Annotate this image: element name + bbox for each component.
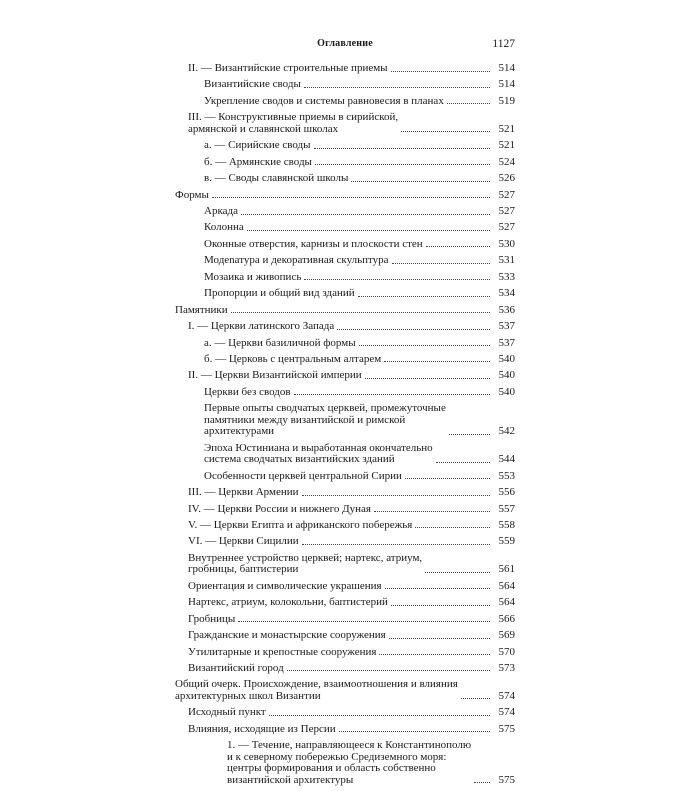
toc-entry <box>175 79 515 91</box>
toc-entry-page: 575 <box>498 773 515 786</box>
toc-entry <box>175 403 515 438</box>
toc-entry-page: 540 <box>498 352 515 365</box>
toc-entry <box>175 63 515 75</box>
dot-leader <box>385 588 490 589</box>
toc-entry <box>175 471 515 483</box>
toc-entry-title: III. — Конструктивные приемы в сирийской, армянской и славянской школах <box>188 111 399 135</box>
dot-leader <box>474 782 490 783</box>
toc-entry-page: 540 <box>498 369 515 382</box>
running-page-number: 1127 <box>492 38 515 50</box>
dot-leader <box>389 638 490 639</box>
toc-entry-title: Эпоха Юстиниана и выработанная окончательно система сводчатых византийских зданий <box>204 441 433 466</box>
toc-entry <box>175 222 515 234</box>
toc-entry <box>175 630 515 642</box>
toc-entry <box>175 487 515 499</box>
toc-entry <box>175 597 515 609</box>
toc-entry-page: 527 <box>498 221 515 234</box>
dot-leader <box>365 378 490 379</box>
toc-entry-page: 558 <box>498 518 515 531</box>
toc-entry-title: в. — Своды славянской школы <box>204 172 349 185</box>
dot-leader <box>415 527 490 528</box>
dot-leader <box>269 715 490 716</box>
toc-entry <box>175 443 515 466</box>
toc-entry-title: Внутреннее устройство церквей; нартекс, атриум, гробницы, баптистерии <box>188 551 423 576</box>
dot-leader <box>461 698 490 699</box>
dot-leader <box>401 131 490 132</box>
toc-entry-page: 514 <box>498 78 515 91</box>
toc-entry-page: 544 <box>498 453 515 466</box>
running-head-title: Оглавление <box>317 38 373 49</box>
toc-entry-page: 570 <box>498 645 515 658</box>
toc-entry <box>175 707 515 719</box>
toc-entry-title: Особенности церквей центральной Сирии <box>204 469 402 482</box>
toc-entry-page: 561 <box>498 563 515 576</box>
toc-entry-page: 553 <box>498 469 515 482</box>
dot-leader <box>241 214 490 215</box>
toc-entry-title: Пропорции и общий вид зданий <box>204 287 355 300</box>
table-of-contents <box>175 63 515 791</box>
toc-entry-page: 536 <box>498 303 515 316</box>
toc-entry <box>175 536 515 548</box>
dot-leader <box>339 731 490 732</box>
toc-entry-title: Аркада <box>204 205 238 217</box>
toc-entry-page: 573 <box>498 661 515 674</box>
toc-entry-page: 575 <box>498 722 515 735</box>
dot-leader <box>426 246 490 247</box>
toc-entry-page: 574 <box>498 706 515 719</box>
toc-entry <box>175 206 515 218</box>
toc-entry <box>175 354 515 366</box>
toc-entry <box>175 740 515 786</box>
toc-entry <box>175 724 515 736</box>
toc-entry <box>175 112 515 135</box>
toc-entry-page: 524 <box>498 155 515 168</box>
toc-entry <box>175 96 515 108</box>
toc-entry-title: Влияния, исходящие из Персии <box>188 722 336 735</box>
running-header <box>175 38 515 54</box>
toc-entry-page: 533 <box>498 270 515 283</box>
toc-entry <box>175 614 515 626</box>
dot-leader <box>405 478 490 479</box>
dot-leader <box>231 312 490 313</box>
toc-entry-title: Памятники <box>175 303 228 316</box>
toc-entry-title: Гражданские и монастырские сооружения <box>188 629 386 642</box>
toc-entry-title: V. — Церкви Египта и африканского побережья <box>188 518 413 531</box>
toc-entry <box>175 520 515 532</box>
dot-leader <box>384 361 490 362</box>
toc-entry <box>175 504 515 516</box>
dot-leader <box>302 544 490 545</box>
toc-entry-page: 519 <box>498 94 515 107</box>
toc-entry-title: Первые опыты сводчатых церквей, промежуточные памятники между византийской и римской архитектурами <box>204 402 446 438</box>
toc-entry-title: I. — Церкви латинского Запада <box>188 320 335 333</box>
toc-entry <box>175 255 515 267</box>
toc-entry-page: 564 <box>498 596 515 609</box>
toc-entry-title: 1. — Течение, направляющееся к Константинополю и к северному побережью Средиземного моря: центры формирования и область собственно византийской архитектуры <box>227 739 472 786</box>
toc-entry-page: 527 <box>498 205 515 217</box>
toc-entry-title: Утилитарные и крепостные сооружения <box>188 645 377 658</box>
toc-entry <box>175 239 515 251</box>
dot-leader <box>359 345 490 346</box>
dot-leader <box>294 394 490 395</box>
toc-entry-title: III. — Церкви Армении <box>188 486 299 499</box>
toc-entry <box>175 305 515 317</box>
toc-entry-title: Ориентация и символические украшения <box>188 579 382 592</box>
toc-entry-title: VI. — Церкви Сицилии <box>188 535 299 548</box>
toc-entry <box>175 553 515 576</box>
toc-entry-page: 564 <box>498 579 515 592</box>
toc-entry-title: б. — Армянские своды <box>204 155 312 168</box>
toc-entry <box>175 272 515 284</box>
dot-leader <box>392 263 490 264</box>
toc-entry-page: 526 <box>498 172 515 185</box>
dot-leader <box>238 621 490 622</box>
toc-entry-page: 534 <box>498 287 515 300</box>
toc-entry-title: Византийский город <box>188 661 284 674</box>
toc-entry-page: 557 <box>498 502 515 515</box>
toc-entry-title: Формы <box>175 188 209 201</box>
toc-entry <box>175 581 515 593</box>
dot-leader <box>358 296 490 297</box>
dot-leader <box>212 197 490 198</box>
dot-leader <box>247 230 490 231</box>
toc-entry-page: 514 <box>498 62 515 74</box>
toc-entry-title: а. — Сирийские своды <box>204 139 311 152</box>
dot-leader <box>379 654 490 655</box>
toc-entry-page: 521 <box>498 122 515 135</box>
dot-leader <box>314 148 490 149</box>
toc-entry-title: II. — Византийские строительные приемы <box>188 62 388 74</box>
dot-leader <box>447 103 490 104</box>
dot-leader <box>391 71 490 72</box>
dot-leader <box>302 495 490 496</box>
dot-leader <box>374 511 490 512</box>
toc-entry-title: Византийские своды <box>204 78 301 91</box>
toc-entry-title: а. — Церкви базиличной формы <box>204 336 356 349</box>
dot-leader <box>315 164 490 165</box>
toc-entry <box>175 647 515 659</box>
toc-entry <box>175 157 515 169</box>
toc-entry-page: 527 <box>498 188 515 201</box>
toc-entry-title: Оконные отверстия, карнизы и плоскости стен <box>204 237 423 250</box>
dot-leader <box>449 434 490 435</box>
toc-entry-page: 521 <box>498 139 515 152</box>
toc-entry <box>175 140 515 152</box>
toc-entry-page: 566 <box>498 612 515 625</box>
toc-entry-page: 531 <box>498 254 515 267</box>
dot-leader <box>436 462 490 463</box>
toc-entry-title: Исходный пункт <box>188 706 266 719</box>
dot-leader <box>337 329 490 330</box>
toc-entry-page: 540 <box>498 385 515 398</box>
toc-entry-title: Колонна <box>204 221 244 234</box>
dot-leader <box>425 572 490 573</box>
dot-leader <box>304 87 490 88</box>
dot-leader <box>304 279 490 280</box>
toc-entry <box>175 321 515 333</box>
toc-entry-title: II. — Церкви Византийской империи <box>188 369 362 382</box>
toc-entry-page: 530 <box>498 237 515 250</box>
toc-entry <box>175 173 515 185</box>
toc-entry-title: IV. — Церкви России и нижнего Дуная <box>188 502 371 515</box>
toc-entry-page: 537 <box>498 320 515 333</box>
toc-entry-title: Нартекс, атриум, колокольни, баптистерий <box>188 596 388 609</box>
toc-entry <box>175 370 515 382</box>
toc-entry-title: Гробницы <box>188 612 236 625</box>
dot-leader <box>287 670 490 671</box>
toc-entry-page: 542 <box>498 425 515 438</box>
toc-entry-title: Общий очерк. Происхождение, взаимоотношения и влияния архитектурных школ Византии <box>175 678 458 702</box>
toc-entry-page: 569 <box>498 629 515 642</box>
toc-entry-page: 537 <box>498 336 515 349</box>
toc-entry <box>175 387 515 399</box>
toc-entry <box>175 338 515 350</box>
toc-entry <box>175 288 515 300</box>
dot-leader <box>391 605 490 606</box>
toc-entry-title: б. — Церковь с центральным алтарем <box>204 352 382 365</box>
toc-entry-title: Укрепление сводов и системы равновесия в планах <box>204 94 444 107</box>
toc-entry <box>175 679 515 702</box>
toc-entry-page: 574 <box>498 689 515 702</box>
toc-entry-title: Мозаика и живопись <box>204 270 302 283</box>
toc-entry-page: 559 <box>498 535 515 548</box>
toc-entry-title: Церкви без сводов <box>204 385 291 398</box>
toc-entry <box>175 190 515 202</box>
toc-entry <box>175 663 515 675</box>
toc-entry-page: 556 <box>498 486 515 499</box>
dot-leader <box>351 181 490 182</box>
toc-entry-title: Модenатура и декоративная скульптура <box>204 254 389 267</box>
